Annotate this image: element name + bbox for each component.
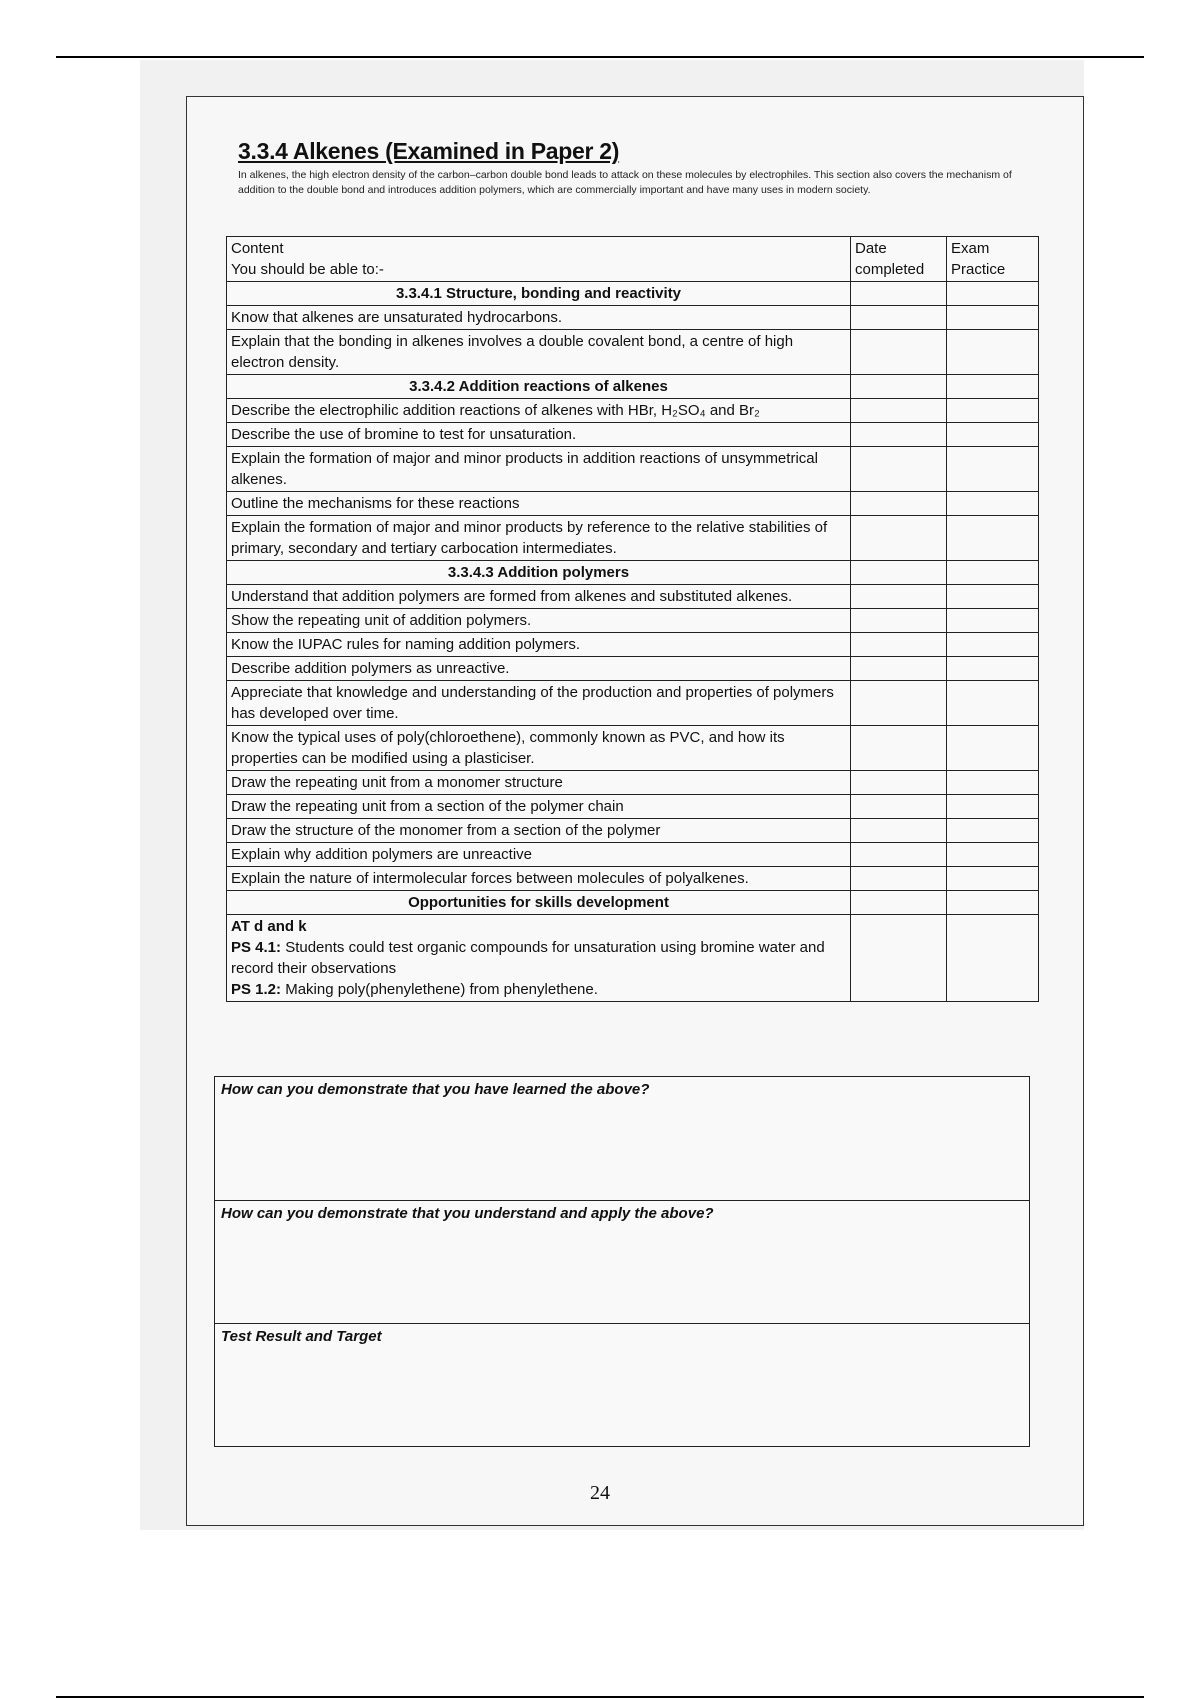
date-cell[interactable] — [851, 843, 947, 867]
table-row: Know the IUPAC rules for naming addition polymers. — [227, 633, 1039, 657]
exam-cell[interactable] — [947, 423, 1039, 447]
table-row: Show the repeating unit of addition polymers. — [227, 609, 1039, 633]
table-row: Describe addition polymers as unreactive. — [227, 657, 1039, 681]
table-row: Explain why addition polymers are unreactive — [227, 843, 1039, 867]
date-cell[interactable] — [851, 867, 947, 891]
section-row: 3.3.4.2 Addition reactions of alkenes — [227, 375, 1039, 399]
content-header: Content You should be able to:- — [227, 237, 851, 282]
skills-ps41-label: PS 4.1: — [231, 939, 282, 956]
table-row: Draw the repeating unit from a section of the polymer chain — [227, 795, 1039, 819]
exam-cell[interactable] — [947, 819, 1039, 843]
skills-ps41-text: Students could test organic compounds for unsaturation using bromine water and record their observations — [231, 939, 825, 977]
table-row: Explain the formation of major and minor products by reference to the relative stabilities of primary, secondary and tertiary carbocation intermediates. — [227, 516, 1039, 561]
date-cell[interactable] — [851, 399, 947, 423]
date-cell[interactable] — [851, 771, 947, 795]
exam-cell[interactable] — [947, 306, 1039, 330]
exam-cell[interactable] — [947, 399, 1039, 423]
date-cell[interactable] — [851, 819, 947, 843]
page-number: 24 — [590, 1482, 610, 1504]
date-cell[interactable] — [851, 492, 947, 516]
exam-cell[interactable] — [947, 681, 1039, 726]
reflection-boxes — [214, 1076, 1030, 1447]
skills-at: AT d and k — [231, 918, 307, 935]
table-row: Understand that addition polymers are formed from alkenes and substituted alkenes. — [227, 585, 1039, 609]
exam-cell[interactable] — [947, 915, 1039, 1002]
date-completed-header: Date completed — [851, 237, 947, 282]
exam-cell[interactable] — [947, 726, 1039, 771]
table-row: Explain the formation of major and minor products in addition reactions of unsymmetrical alkenes. — [227, 447, 1039, 492]
table-row: Describe the electrophilic addition reactions of alkenes with HBr, H₂SO₄ and Br₂ — [227, 399, 1039, 423]
page-title: 3.3.4 Alkenes (Examined in Paper 2) — [238, 138, 620, 164]
table-row: Draw the repeating unit from a monomer structure — [227, 771, 1039, 795]
skills-cell — [227, 915, 851, 1002]
table-row: Describe the use of bromine to test for unsaturation. — [227, 423, 1039, 447]
table-row: Explain that the bonding in alkenes involves a double covalent bond, a centre of high electron density. — [227, 330, 1039, 375]
table-row: Explain the nature of intermolecular forces between molecules of polyalkenes. — [227, 867, 1039, 891]
bottom-rule — [56, 1696, 1144, 1698]
date-cell[interactable] — [851, 306, 947, 330]
section-row: Opportunities for skills development — [227, 891, 1039, 915]
test-result-box[interactable]: Test Result and Target — [215, 1323, 1029, 1446]
section-row: 3.3.4.1 Structure, bonding and reactivity — [227, 282, 1039, 306]
exam-cell[interactable] — [947, 447, 1039, 492]
exam-cell[interactable] — [947, 795, 1039, 819]
date-cell[interactable] — [851, 447, 947, 492]
skills-ps12-text: Making poly(phenylethene) from phenylethene. — [281, 981, 598, 998]
table-header-row — [227, 237, 1039, 282]
date-cell[interactable] — [851, 423, 947, 447]
table-row: Draw the structure of the monomer from a section of the polymer — [227, 819, 1039, 843]
top-rule — [56, 56, 1144, 58]
table-row: Outline the mechanisms for these reactions — [227, 492, 1039, 516]
exam-cell[interactable] — [947, 771, 1039, 795]
date-cell[interactable] — [851, 633, 947, 657]
skills-row — [227, 915, 1039, 1002]
exam-cell[interactable] — [947, 843, 1039, 867]
checklist-table — [226, 236, 1039, 1002]
apply-box[interactable]: How can you demonstrate that you understand and apply the above? — [215, 1200, 1029, 1323]
date-cell[interactable] — [851, 609, 947, 633]
exam-practice-header: Exam Practice — [947, 237, 1039, 282]
exam-cell[interactable] — [947, 657, 1039, 681]
table-row: Appreciate that knowledge and understanding of the production and properties of polymers has developed over time. — [227, 681, 1039, 726]
date-cell[interactable] — [851, 585, 947, 609]
skills-ps12-label: PS 1.2: — [231, 981, 282, 998]
date-cell[interactable] — [851, 681, 947, 726]
date-cell[interactable] — [851, 915, 947, 1002]
date-cell[interactable] — [851, 516, 947, 561]
date-cell[interactable] — [851, 726, 947, 771]
exam-cell[interactable] — [947, 330, 1039, 375]
table-row: Know the typical uses of poly(chloroethene), commonly known as PVC, and how its properties can be modified using a plasticiser. — [227, 726, 1039, 771]
exam-cell[interactable] — [947, 633, 1039, 657]
date-cell[interactable] — [851, 657, 947, 681]
exam-cell[interactable] — [947, 609, 1039, 633]
exam-cell[interactable] — [947, 585, 1039, 609]
exam-cell[interactable] — [947, 516, 1039, 561]
table-row: Know that alkenes are unsaturated hydrocarbons. — [227, 306, 1039, 330]
section-row: 3.3.4.3 Addition polymers — [227, 561, 1039, 585]
exam-cell[interactable] — [947, 492, 1039, 516]
intro-paragraph: In alkenes, the high electron density of the carbon–carbon double bond leads to attack on these molecules by electrophiles. This section also covers the mechanism of addition to the double bond and introduces addition polymers, which are commercially important and have many uses in modern society. — [238, 169, 1012, 196]
date-cell[interactable] — [851, 795, 947, 819]
exam-cell[interactable] — [947, 867, 1039, 891]
learned-box[interactable]: How can you demonstrate that you have learned the above? — [221, 1081, 650, 1098]
date-cell[interactable] — [851, 330, 947, 375]
